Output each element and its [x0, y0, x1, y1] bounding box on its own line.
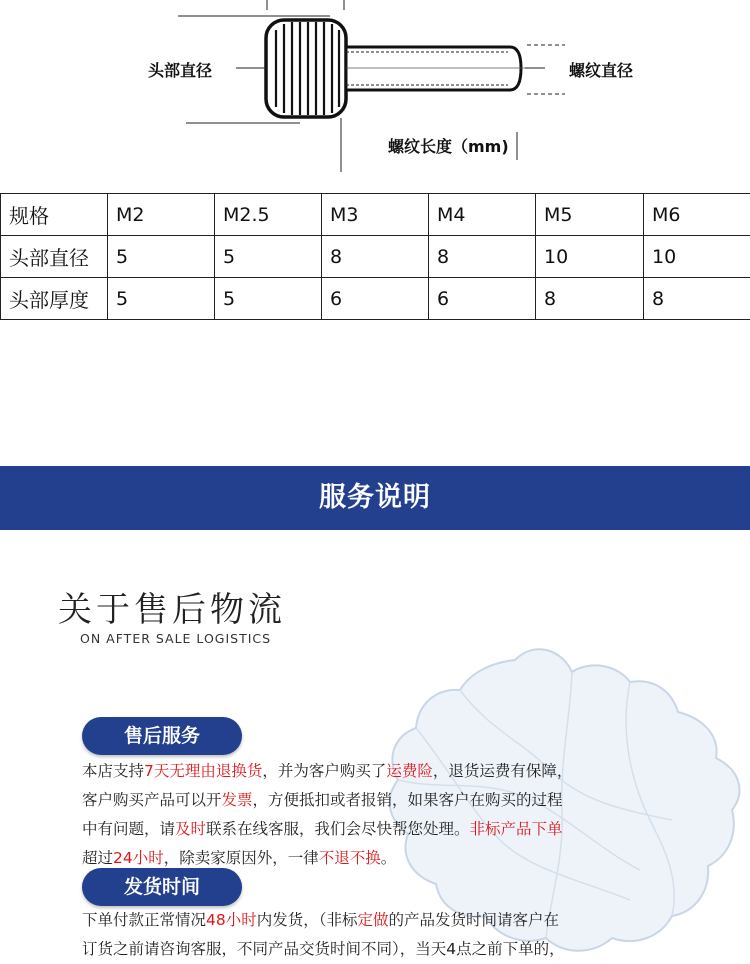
highlight-text: 发票: [222, 791, 253, 809]
body-text: 中有问题，请: [82, 820, 175, 838]
table-cell: 8: [429, 236, 536, 278]
highlight-text: 定做: [358, 911, 389, 929]
body-text: 订货之前请咨询客服，不同产品交货时间不同），当天4点之前下单的，: [82, 940, 565, 958]
body-text: 内发货，（非标: [257, 911, 358, 929]
body-text: ，并为客户购买了: [262, 762, 386, 780]
after-sale-paragraph: [82, 757, 682, 873]
body-text: 超过: [82, 849, 113, 867]
highlight-text: 运费险: [386, 762, 433, 780]
highlight-text: 24小时: [113, 849, 164, 867]
service-banner: [0, 466, 750, 530]
section-title: 关于售后物流: [58, 582, 286, 631]
table-cell: M3: [322, 194, 429, 236]
paragraph-line: [82, 786, 682, 815]
table-cell: 5: [215, 278, 322, 320]
table-cell: M2: [108, 194, 215, 236]
table-cell: 6: [429, 278, 536, 320]
paragraph-line: [82, 815, 682, 844]
table-cell: 10: [536, 236, 644, 278]
body-text: 下单付款正常情况: [82, 911, 206, 929]
highlight-text: 7天无理由退换货: [144, 762, 262, 780]
table-row-head-thickness: [1, 278, 750, 320]
table-cell: M2.5: [215, 194, 322, 236]
head-diameter-label: 头部直径: [148, 58, 212, 81]
paragraph-line: [82, 906, 682, 935]
highlight-text: 不退不换: [319, 849, 381, 867]
table-cell: M4: [429, 194, 536, 236]
table-header-cell: 头部直径: [1, 236, 108, 278]
banner-title: 服务说明: [0, 466, 750, 530]
table-cell: 5: [215, 236, 322, 278]
thread-diameter-label: 螺纹直径: [569, 58, 633, 81]
highlight-text: 非标产品下单: [470, 820, 563, 838]
body-text: 的产品发货时间请客户在: [389, 911, 560, 929]
shipping-paragraph: [82, 906, 682, 964]
table-header-cell: 头部厚度: [1, 278, 108, 320]
table-cell: M6: [644, 194, 750, 236]
shipping-heading: 发货时间: [82, 868, 242, 906]
section-subtitle: ON AFTER SALE LOGISTICS: [80, 631, 271, 646]
body-text: 联系在线客服，我们会尽快帮您处理。: [206, 820, 470, 838]
body-text: ，方便抵扣或者报销，如果客户在购买的过程: [253, 791, 563, 809]
table-cell: 5: [108, 236, 215, 278]
table-cell: 6: [322, 278, 429, 320]
body-text: 。: [381, 849, 397, 867]
body-text: ，退货运费有保障，: [433, 762, 573, 780]
table-row-head-diameter: [1, 236, 750, 278]
table-cell: 5: [108, 278, 215, 320]
table-cell: 8: [322, 236, 429, 278]
screw-dimension-diagram: [0, 0, 750, 190]
thread-length-label: 螺纹长度（mm): [388, 134, 509, 157]
table-cell: 8: [644, 278, 750, 320]
body-text: 客户购买产品可以开: [82, 791, 222, 809]
highlight-text: 48小时: [206, 911, 257, 929]
table-cell: M5: [536, 194, 644, 236]
spec-table: [0, 193, 750, 320]
body-text: ，除卖家原因外，一律: [164, 849, 319, 867]
paragraph-line: [82, 757, 682, 786]
table-row-spec: [1, 194, 750, 236]
table-header-cell: 规格: [1, 194, 108, 236]
table-cell: 10: [644, 236, 750, 278]
after-sale-heading: 售后服务: [82, 717, 242, 755]
thumb-screw-drawing: [0, 0, 750, 190]
highlight-text: 及时: [175, 820, 206, 838]
table-cell: 8: [536, 278, 644, 320]
body-text: 本店支持: [82, 762, 144, 780]
